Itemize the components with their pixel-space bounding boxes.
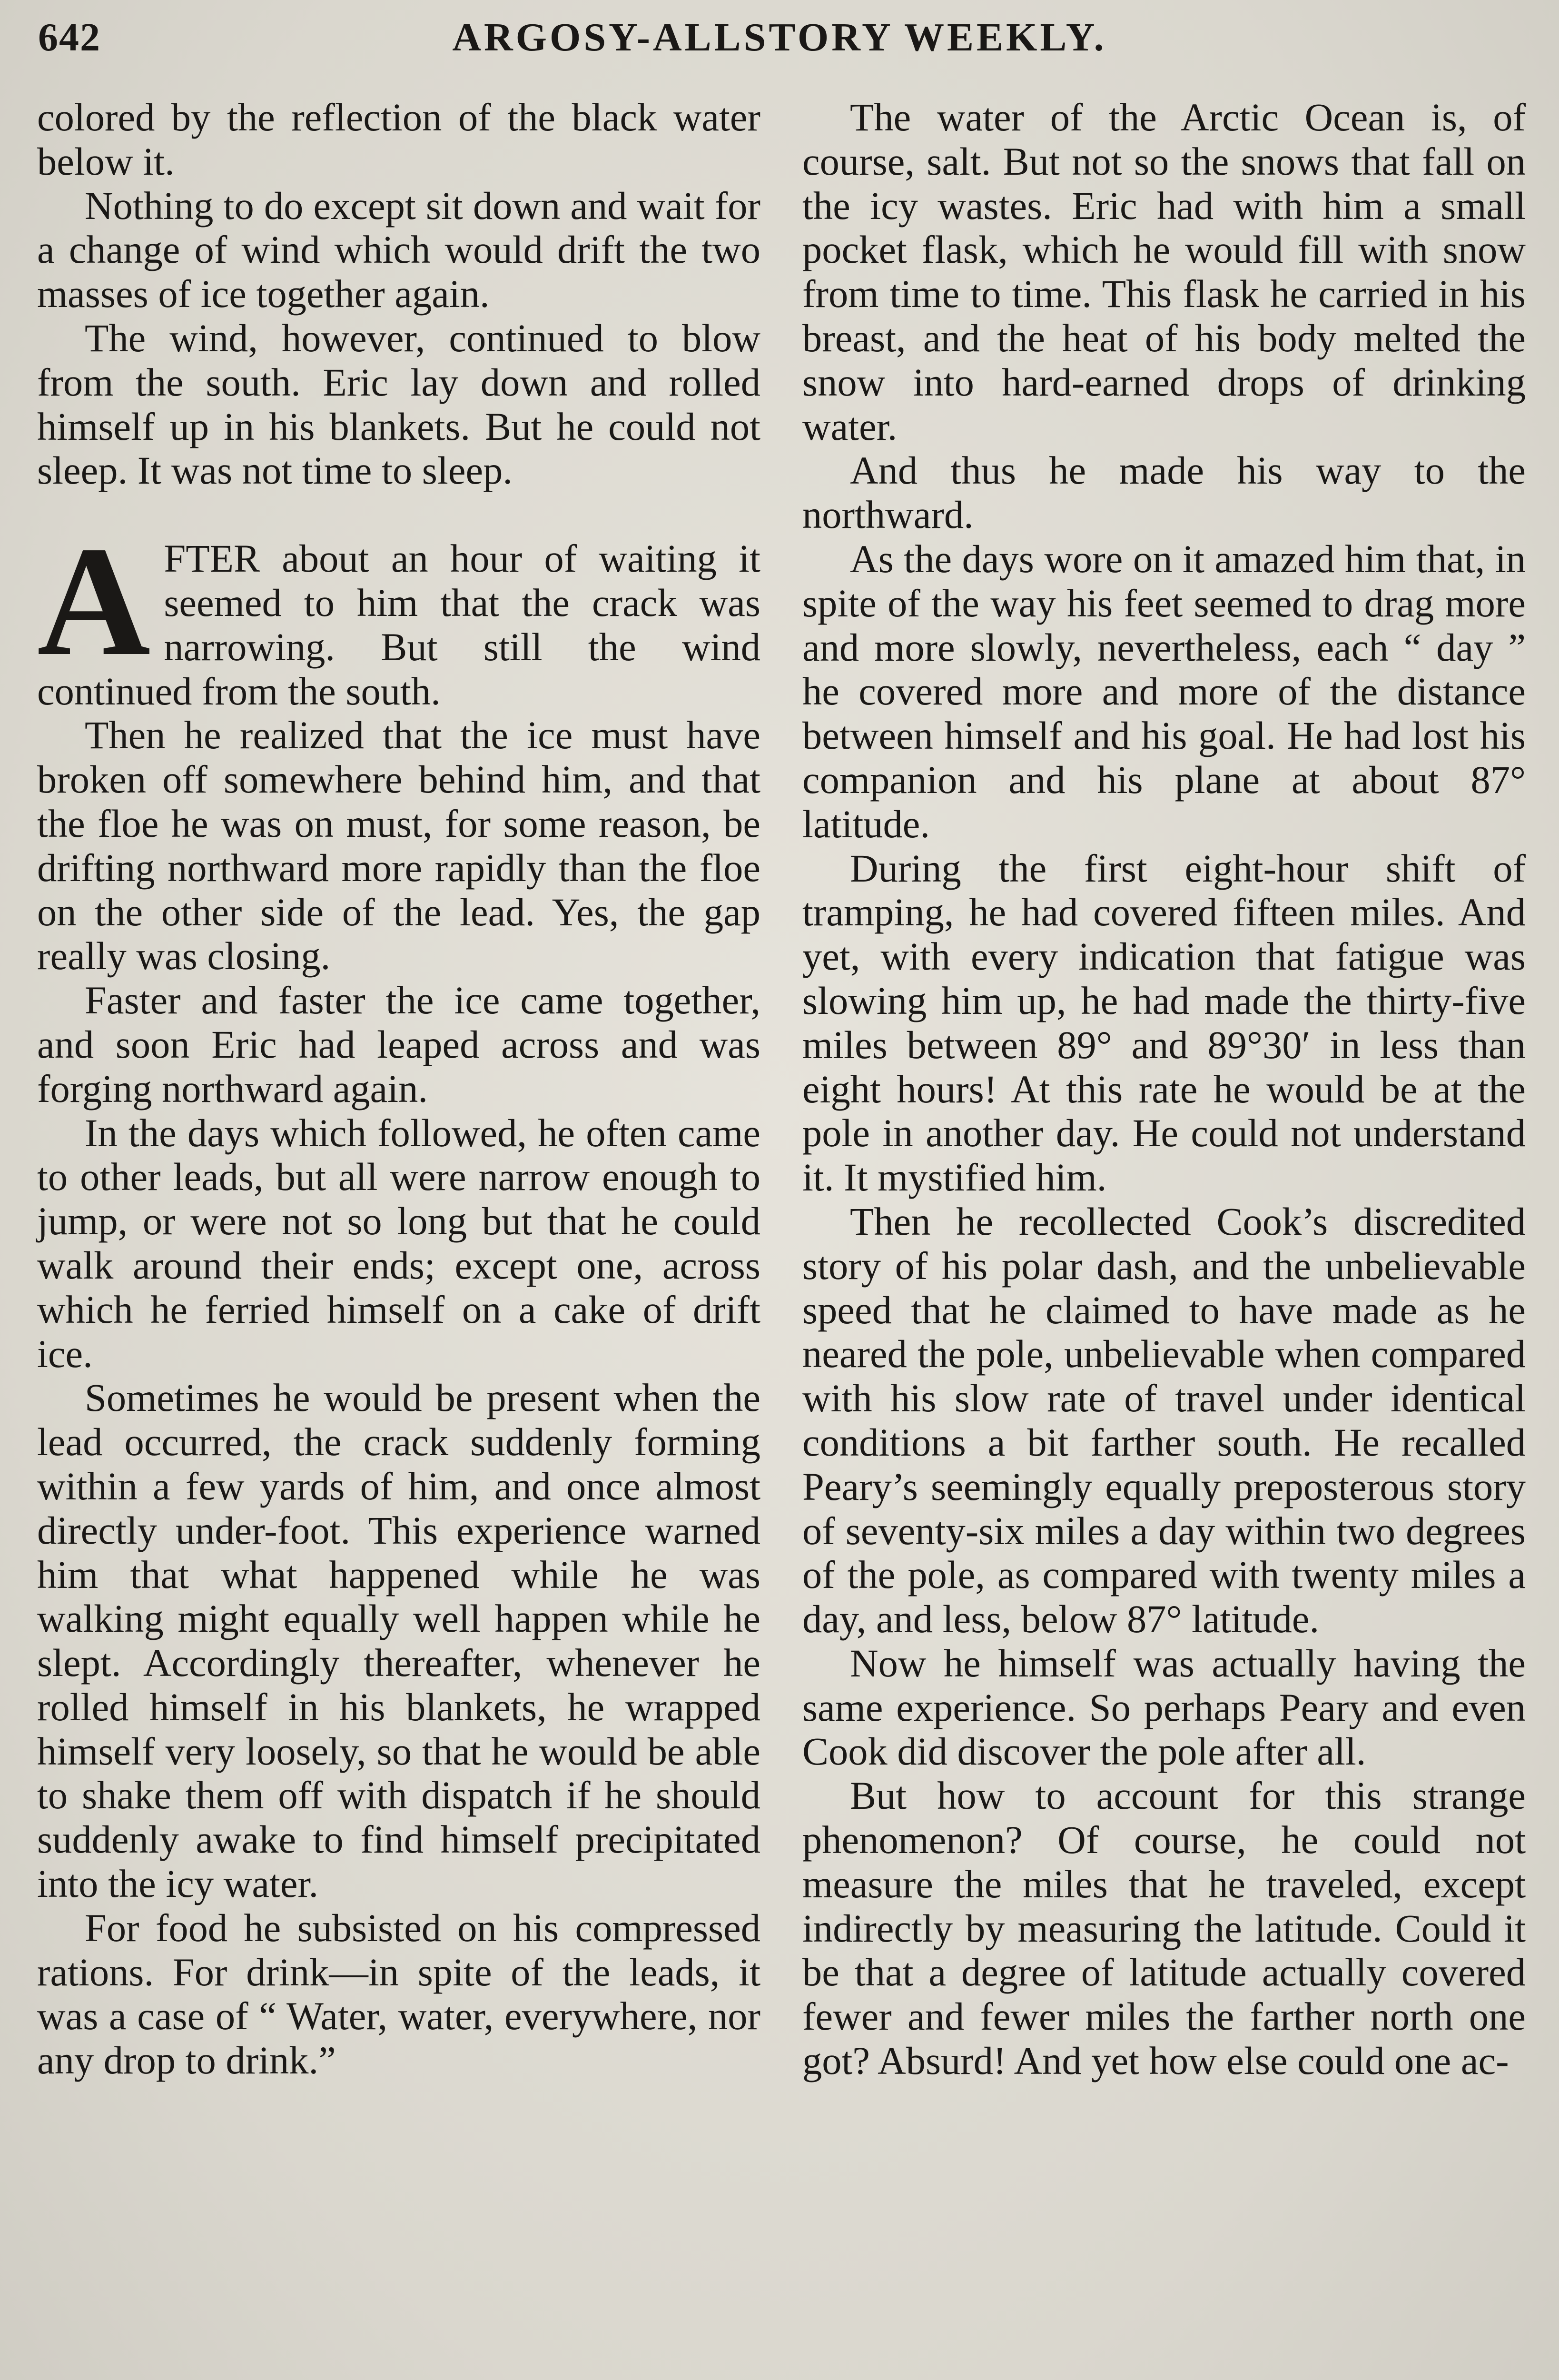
- section-opening-text: FTER about an hour of waiting it seemed to him that the crack was narrowing. But still the wind continued from the south.: [37, 536, 760, 713]
- paragraph: colored by the reflection of the black water below it.: [37, 95, 760, 183]
- paragraph: The water of the Arctic Ocean is, of course, salt. But not so the snows that fall on the icy wastes. Eric had with him a small pocket flask, which he would fill with snow from time to time. This flask he carried in his breast, and the heat of his body melted the snow into hard-earned drops of drinking water.: [802, 95, 1526, 448]
- running-head: ARGOSY-ALLSTORY WEEKLY.: [452, 15, 1107, 60]
- paragraph: And thus he made his way to the northward.: [802, 448, 1526, 537]
- section-opening-paragraph: [37, 515, 760, 713]
- page-number: 642: [38, 15, 101, 60]
- paragraph: For food he subsisted on his compressed rations. For drink—in spite of the leads, it was a case of “ Water, water, everywhere, nor any drop to drink.”: [37, 1905, 760, 2082]
- page-header: [24, 10, 1535, 67]
- paragraph: Sometimes he would be present when the lead occurred, the crack suddenly forming within a few yards of him, and once almost directly under-foot. This experience warned him that what happened while he was walking might equally well happen while he slept. Accordingly thereafter, whenever he rolled himself in his blankets, he wrapped himself very loosely, so that he would be able to shake them off with dispatch if he should suddenly awake to find himself precipitated into the icy water.: [37, 1376, 760, 1906]
- paragraph: Nothing to do except sit down and wait for a change of wind which would drift the two masses of ice together again.: [37, 183, 760, 316]
- paragraph: Then he realized that the ice must have broken off somewhere behind him, and that the floe he was on must, for some reason, be drifting northward more rapidly than the floe on the other side of the lead. Yes, the gap really was closing.: [37, 713, 760, 978]
- left-column: [37, 95, 760, 2380]
- paragraph: Now he himself was actually having the same experience. So perhaps Peary and even Cook did discover the pole after all.: [802, 1641, 1526, 1774]
- drop-cap: A: [37, 515, 151, 689]
- paragraph: Then he recollected Cook’s discredited story of his polar dash, and the unbelievable speed that he claimed to have made as he neared the pole, unbelievable when compared with his slow rate of travel under identical conditions a bit farther south. He recalled Peary’s seemingly equally preposterous story of seventy-six miles a day within two degrees of the pole, as compared with twenty miles a day, and less, below 87° latitude.: [802, 1199, 1526, 1641]
- paragraph: In the days which followed, he often came to other leads, but all were narrow enough to jump, or were not so long but that he could walk around their ends; except one, across which he ferried himself on a cake of drift ice.: [37, 1111, 760, 1376]
- paragraph: Faster and faster the ice came together, and soon Eric had leaped across and was forging northward again.: [37, 978, 760, 1111]
- paragraph: During the first eight-hour shift of tramping, he had covered fifteen miles. And yet, with every indication that fatigue was slowing him up, he had made the thirty-five miles between 89° and 89°30′ in less than eight hours! At this rate he would be at the pole in another day. He could not understand it. It mystified him.: [802, 846, 1526, 1200]
- right-column: [802, 95, 1526, 2380]
- paragraph: As the days wore on it amazed him that, in spite of the way his feet seemed to drag more and more slowly, nevertheless, each “ day ” he covered more and more of the distance between himself and his goal. He had lost his companion and his plane at about 87° latitude.: [802, 536, 1526, 846]
- paragraph: But how to account for this strange phenomenon? Of course, he could not measure the miles that he traveled, except indirectly by measuring the latitude. Could it be that a degree of latitude actually covered fewer and fewer miles the farther north one got? Absurd! And yet how else could one ac-: [802, 1774, 1526, 2083]
- paragraph: The wind, however, continued to blow from the south. Eric lay down and rolled himself up in his blankets. But he could not sleep. It was not time to sleep.: [37, 316, 760, 493]
